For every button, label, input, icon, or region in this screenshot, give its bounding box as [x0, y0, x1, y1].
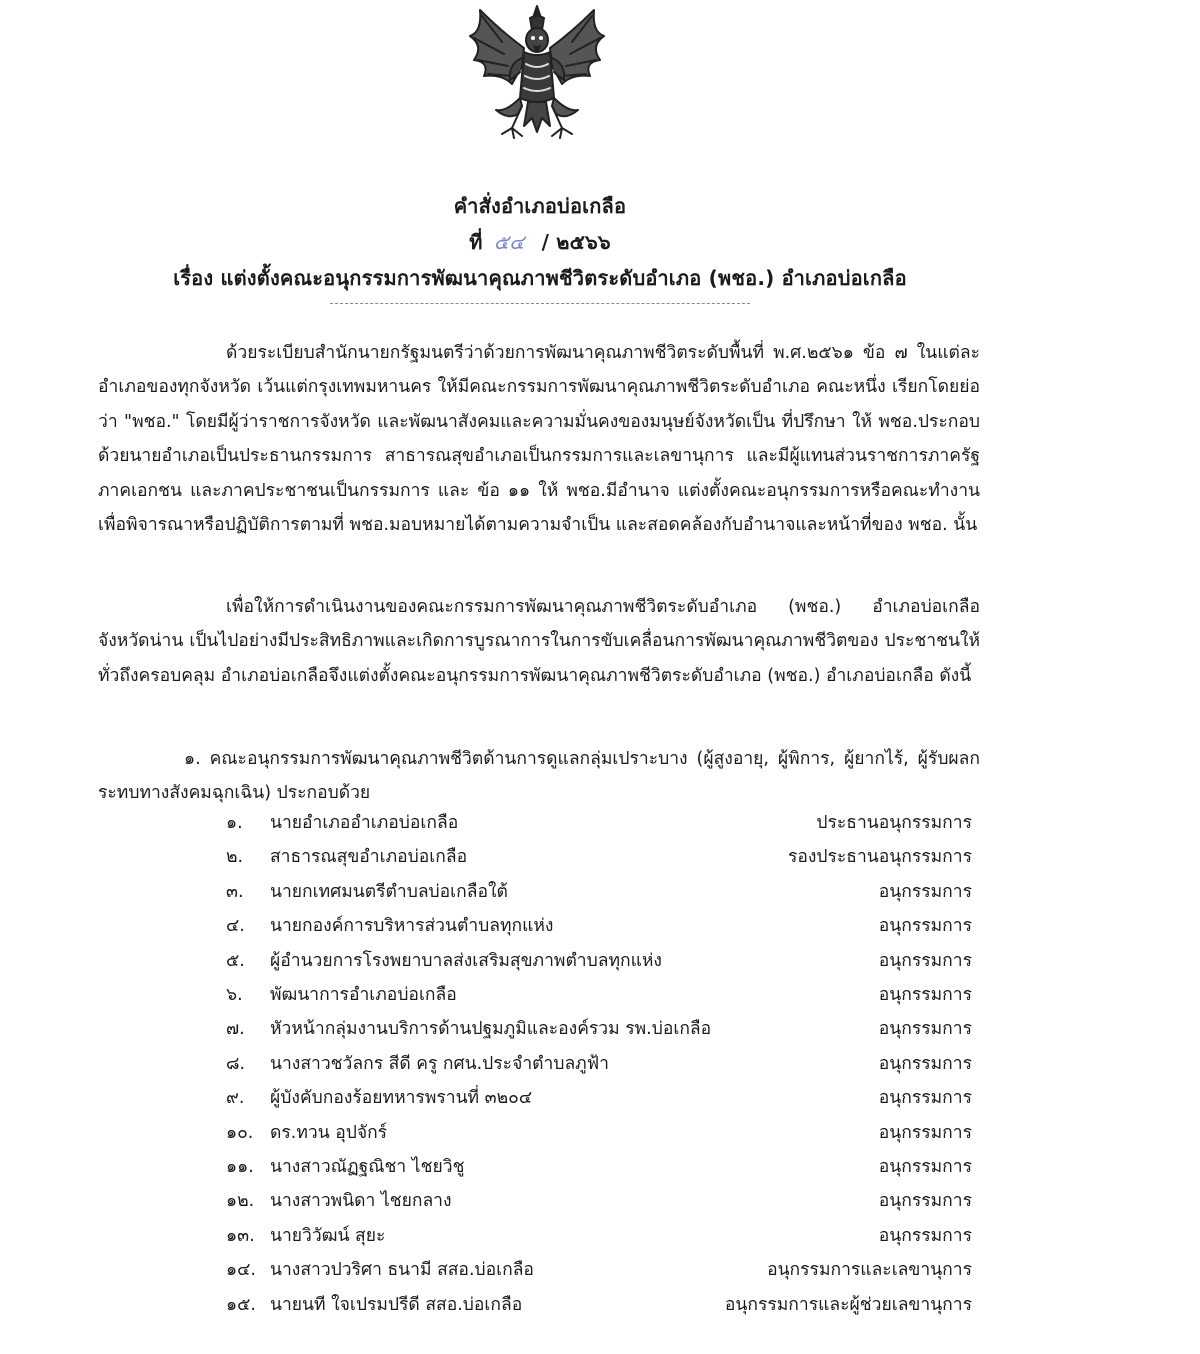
member-index: ๔.: [226, 916, 245, 937]
member-name: นายกเทศมนตรีตำบลบ่อเกลือใต้: [270, 881, 508, 902]
member-row: [0, 909, 1200, 943]
member-role: อนุกรรมการ: [878, 1157, 972, 1177]
member-row: [0, 806, 1200, 840]
member-role: รองประธานอนุกรรมการ: [787, 847, 972, 868]
member-index: ๒.: [226, 847, 244, 868]
member-row: [0, 1012, 1200, 1046]
order-number-prefix: ที่: [469, 230, 483, 254]
member-role: อนุกรรมการและผู้ช่วยเลขานุการ: [724, 1294, 972, 1315]
member-name: นางสาวณัฏฐณิชา ไชยวิชู: [270, 1157, 465, 1177]
member-name: ผู้บังคับกองร้อยทหารพรานที่ ๓๒๐๔: [270, 1088, 533, 1109]
member-row: [0, 1184, 1200, 1218]
member-name: พัฒนาการอำเภอบ่อเกลือ: [270, 985, 457, 1005]
member-row: [0, 1081, 1200, 1115]
member-index: ๓.: [226, 881, 244, 902]
document-subject: เรื่อง แต่งตั้งคณะอนุกรรมการพัฒนาคุณภาพชีวิตระดับอำเภอ (พชอ.) อำเภอบ่อเกลือ: [173, 266, 907, 290]
member-role: อนุกรรมการ: [878, 1019, 972, 1040]
divider: [330, 303, 750, 304]
member-role: อนุกรรมการ: [878, 1088, 972, 1109]
member-index: ๖.: [226, 985, 243, 1005]
member-role: อนุกรรมการและเลขานุการ: [767, 1260, 972, 1281]
member-index: ๑๒.: [226, 1191, 255, 1212]
member-role: อนุกรรมการ: [878, 1225, 972, 1246]
member-row: [0, 1116, 1200, 1150]
member-index: ๙.: [226, 1088, 245, 1109]
member-row: [0, 875, 1200, 909]
member-role: อนุกรรมการ: [878, 916, 972, 937]
member-name: หัวหน้ากลุ่มงานบริการด้านปฐมภูมิและองค์รวม รพ.บ่อเกลือ: [270, 1019, 712, 1040]
garuda-seal-icon: [462, 2, 612, 144]
order-number-handwritten: ๕๔: [493, 230, 525, 254]
member-role: อนุกรรมการ: [878, 1053, 972, 1074]
member-index: ๗.: [226, 1019, 245, 1040]
member-index: ๘.: [226, 1053, 246, 1074]
member-name: ดร.ทวน อุปจักร์: [270, 1122, 388, 1143]
member-name: นายอำเภออำเภอบ่อเกลือ: [270, 813, 459, 833]
member-index: ๑๕.: [226, 1294, 256, 1315]
member-role: อนุกรรมการ: [878, 881, 972, 902]
member-index: ๕.: [226, 950, 245, 971]
member-row: [0, 1047, 1200, 1081]
member-name: นายกองค์การบริหารส่วนตำบลทุกแห่ง: [270, 916, 554, 937]
member-row: [0, 1150, 1200, 1184]
member-role: อนุกรรมการ: [878, 950, 972, 971]
member-index: ๑๑.: [226, 1157, 254, 1177]
member-name: นายนที ใจเปรมปรีดี สสอ.บ่อเกลือ: [270, 1294, 523, 1315]
member-row: [0, 1219, 1200, 1253]
member-index: ๑๐.: [226, 1122, 254, 1143]
paragraph-preamble: ด้วยระเบียบสำนักนายกรัฐมนตรีว่าด้วยการพัฒนาคุณภาพชีวิตระดับพื้นที่ พ.ศ.๒๕๖๑ ข้อ ๗ ในแต่ละอำเภอของทุกจังหวัด เว้นแต่กรุงเทพมหานคร ให้มีคณะกรรมการพัฒนาคุณภาพชีวิตระดับอำเภอ คณะหนึ่ง เรียกโดยย่อว่า "พชอ." โดยมีผู้ว่าราชการจังหวัด และพัฒนาสังคมและความมั่นคงของมนุษย์จังหวัดเป็น ที่ปรึกษา ให้ พชอ.ประกอบด้วยนายอำเภอเป็นประธานกรรมการ สาธารณสุขอำเภอเป็นกรรมการและเลขานุการ และมีผู้แทนส่วนราชการภาครัฐ ภาคเอกชน และภาคประชาชนเป็นกรรมการ และ ข้อ ๑๑ ให้ พชอ.มีอำนาจ แต่งตั้งคณะอนุกรรมการหรือคณะทำงานเพื่อพิจารณาหรือปฏิบัติการตามที่ พชอ.มอบหมายได้ตามความจำเป็น และสอดคล้องกับอำนาจและหน้าที่ของ พชอ. นั้น: [98, 343, 980, 536]
member-role: ประธานอนุกรรมการ: [816, 813, 972, 833]
member-role: อนุกรรมการ: [878, 985, 972, 1005]
member-name: นางสาวพนิดา ไชยกลาง: [270, 1191, 452, 1212]
member-name: สาธารณสุขอำเภอบ่อเกลือ: [270, 847, 468, 868]
paragraph-committee-1: ๑. คณะอนุกรรมการพัฒนาคุณภาพชีวิตด้านการดูแลกลุ่มเปราะบาง (ผู้สูงอายุ, ผู้พิการ, ผู้ยากไร้, ผู้รับผลกระทบทางสังคมฉุกเฉิน) ประกอบด้วย: [98, 749, 980, 804]
member-index: ๑๔.: [226, 1260, 256, 1281]
member-row: [0, 978, 1200, 1012]
member-row: [0, 840, 1200, 874]
paragraph-purpose: เพื่อให้การดำเนินงานของคณะกรรมการพัฒนาคุณภาพชีวิตระดับอำเภอ (พชอ.) อำเภอบ่อเกลือ จังหวัดน่าน เป็นไปอย่างมีประสิทธิภาพและเกิดการบูรณาการในการขับเคลื่อนการพัฒนาคุณภาพชีวิตของ ประชาชนให้ทั่วถึงครอบคลุม อำเภอบ่อเกลือจึงแต่งตั้งคณะอนุกรรมการพัฒนาคุณภาพชีวิตระดับอำเภอ (พชอ.) อำเภอบ่อเกลือ ดังนี้: [98, 597, 980, 686]
order-number-suffix: / ๒๕๖๖: [541, 230, 611, 254]
order-number: [420, 226, 660, 258]
member-row: [0, 1288, 1200, 1322]
member-index: ๑๓.: [226, 1225, 255, 1246]
member-index: ๑.: [226, 813, 243, 833]
member-name: นางสาวชวัลกร สีดี ครู กศน.ประจำตำบลภูฟ้า: [270, 1053, 609, 1074]
member-name: ผู้อำนวยการโรงพยาบาลส่งเสริมสุขภาพตำบลทุกแห่ง: [270, 950, 662, 971]
member-name: นางสาวปวริศา ธนามี สสอ.บ่อเกลือ: [270, 1260, 534, 1281]
member-row: [0, 944, 1200, 978]
document-title: คำสั่งอำเภอบ่อเกลือ: [453, 194, 627, 218]
member-role: อนุกรรมการ: [878, 1191, 972, 1212]
member-name: นายวิวัฒน์ สุยะ: [270, 1225, 386, 1246]
member-role: อนุกรรมการ: [878, 1122, 972, 1143]
member-row: [0, 1253, 1200, 1287]
